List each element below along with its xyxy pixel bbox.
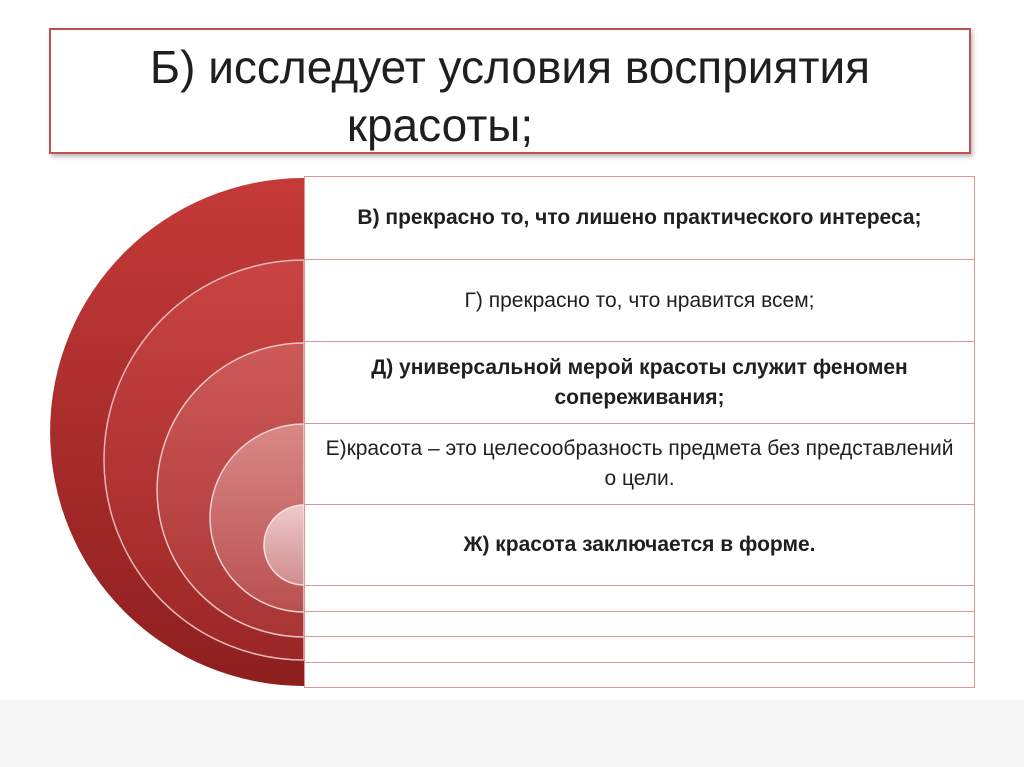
empty-row — [305, 663, 974, 687]
list-item — [305, 260, 974, 342]
list-item-text: В) прекрасно то, что лишено практического интереса; — [357, 206, 922, 229]
list-item-text: Д) универсальной мерой красоты служит феномен сопереживания; — [371, 355, 908, 409]
list-item-text: Г) прекрасно то, что нравится всем; — [464, 288, 815, 312]
slide-title-line-1: Б) исследует условия восприятия — [149, 41, 871, 93]
statements-list — [304, 176, 975, 688]
slide-title-line-2: красоты; — [346, 99, 534, 151]
list-item — [305, 505, 974, 586]
empty-row — [305, 586, 974, 612]
list-item-text: Е)красота – это целесообразность предмета без представлений о цели. — [325, 437, 954, 490]
list-item — [305, 424, 974, 505]
list-item — [305, 177, 974, 260]
list-item-text: Ж) красота заключается в форме. — [463, 533, 816, 556]
list-item — [305, 342, 974, 424]
empty-row — [305, 612, 974, 637]
empty-row — [305, 637, 974, 663]
